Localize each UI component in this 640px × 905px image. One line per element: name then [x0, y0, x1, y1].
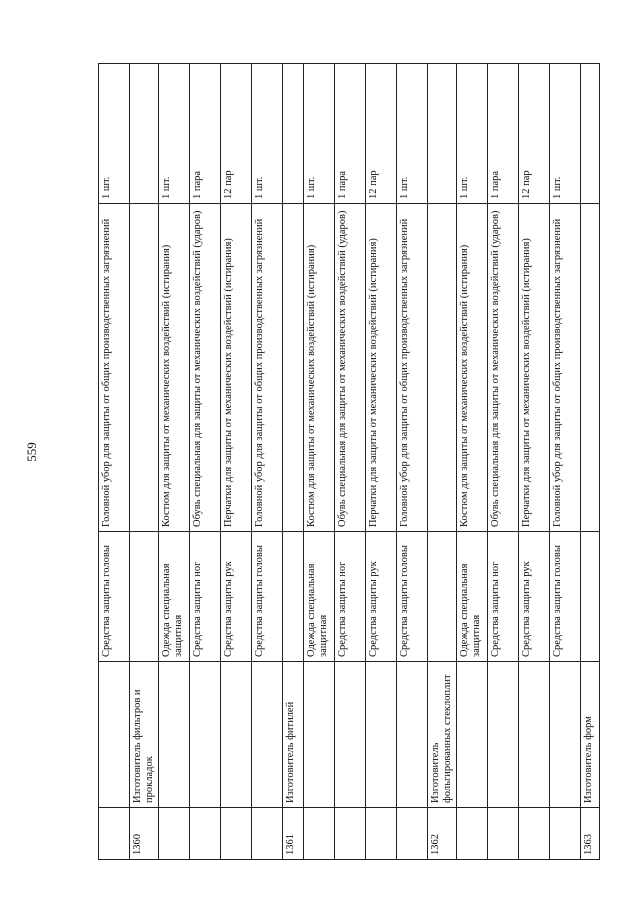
- quantity-cell: 1 пара: [335, 64, 366, 204]
- ppe-category-cell: Средства защиты ног: [488, 532, 519, 662]
- row-number-cell: [221, 808, 252, 860]
- row-number-cell: [252, 808, 283, 860]
- quantity-cell: 1 шт.: [304, 64, 335, 204]
- profession-cell: [221, 662, 252, 808]
- ppe-category-cell: Средства защиты головы: [397, 532, 428, 662]
- row-number-cell: 1363: [581, 808, 600, 860]
- ppe-category-cell: [581, 532, 600, 662]
- row-number-cell: 1360: [130, 808, 159, 860]
- profession-cell: [335, 662, 366, 808]
- ppe-category-cell: Средства защиты головы: [252, 532, 283, 662]
- table-row: [457, 64, 488, 860]
- ppe-category-cell: Средства защиты головы: [99, 532, 130, 662]
- row-number-cell: [304, 808, 335, 860]
- table-row: [252, 64, 283, 860]
- ppe-item-cell: Костюм для защиты от механических воздействий (истирания): [457, 204, 488, 532]
- profession-cell: Изготовитель фильтров и прокладок: [130, 662, 159, 808]
- row-number-cell: [488, 808, 519, 860]
- table-row: [190, 64, 221, 860]
- ppe-norms-table: [98, 63, 600, 860]
- quantity-cell: 1 шт.: [457, 64, 488, 204]
- quantity-cell: 1 шт.: [159, 64, 190, 204]
- profession-cell: Изготовитель фитилей: [283, 662, 304, 808]
- ppe-item-cell: [428, 204, 457, 532]
- ppe-category-cell: Средства защиты рук: [519, 532, 550, 662]
- table-row: [221, 64, 252, 860]
- ppe-category-cell: [428, 532, 457, 662]
- ppe-item-cell: Обувь специальная для защиты от механических воздействий (ударов): [190, 204, 221, 532]
- table-row: [130, 64, 159, 860]
- ppe-item-cell: [283, 204, 304, 532]
- ppe-item-cell: Перчатки для защиты от механических воздействий (истирания): [519, 204, 550, 532]
- table-row: [488, 64, 519, 860]
- ppe-item-cell: Обувь специальная для защиты от механических воздействий (ударов): [488, 204, 519, 532]
- ppe-item-cell: Головной убор для защиты от общих производственных загрязнений: [397, 204, 428, 532]
- ppe-item-cell: Головной убор для защиты от общих производственных загрязнений: [550, 204, 581, 532]
- quantity-cell: 12 пар: [519, 64, 550, 204]
- profession-cell: [252, 662, 283, 808]
- profession-cell: [99, 662, 130, 808]
- quantity-cell: [130, 64, 159, 204]
- row-number-cell: [190, 808, 221, 860]
- profession-cell: Изготовитель форм: [581, 662, 600, 808]
- ppe-category-cell: Одежда специальная защитная: [457, 532, 488, 662]
- row-number-cell: 1361: [283, 808, 304, 860]
- row-number-cell: [457, 808, 488, 860]
- table-row: [335, 64, 366, 860]
- table-row: [304, 64, 335, 860]
- ppe-category-cell: Средства защиты ног: [190, 532, 221, 662]
- ppe-category-cell: [130, 532, 159, 662]
- quantity-cell: 1 шт.: [397, 64, 428, 204]
- profession-cell: [488, 662, 519, 808]
- ppe-category-cell: Одежда специальная защитная: [304, 532, 335, 662]
- quantity-cell: 12 пар: [366, 64, 397, 204]
- ppe-item-cell: Костюм для защиты от механических воздействий (истирания): [304, 204, 335, 532]
- profession-cell: [159, 662, 190, 808]
- ppe-item-cell: [130, 204, 159, 532]
- rotated-table-container: [98, 64, 595, 860]
- table-row: [159, 64, 190, 860]
- ppe-category-cell: Средства защиты ног: [335, 532, 366, 662]
- row-number-cell: [159, 808, 190, 860]
- ppe-item-cell: Перчатки для защиты от механических воздействий (истирания): [221, 204, 252, 532]
- table-row: [283, 64, 304, 860]
- ppe-category-cell: Средства защиты рук: [221, 532, 252, 662]
- profession-cell: Изготовитель фольгированных стеклоплит: [428, 662, 457, 808]
- profession-cell: [397, 662, 428, 808]
- row-number-cell: [366, 808, 397, 860]
- ppe-item-cell: Головной убор для защиты от общих производственных загрязнений: [99, 204, 130, 532]
- ppe-item-cell: Перчатки для защиты от механических воздействий (истирания): [366, 204, 397, 532]
- quantity-cell: [283, 64, 304, 204]
- table-row: [99, 64, 130, 860]
- ppe-category-cell: Одежда специальная защитная: [159, 532, 190, 662]
- table-row: [581, 64, 600, 860]
- profession-cell: [304, 662, 335, 808]
- quantity-cell: 1 шт.: [252, 64, 283, 204]
- profession-cell: [190, 662, 221, 808]
- table-body: [99, 64, 600, 860]
- row-number-cell: [397, 808, 428, 860]
- ppe-item-cell: Обувь специальная для защиты от механических воздействий (ударов): [335, 204, 366, 532]
- ppe-item-cell: Костюм для защиты от механических воздействий (истирания): [159, 204, 190, 532]
- row-number-cell: [99, 808, 130, 860]
- quantity-cell: 12 пар: [221, 64, 252, 204]
- page-number: 559: [24, 442, 39, 462]
- row-number-cell: [335, 808, 366, 860]
- row-number-cell: 1362: [428, 808, 457, 860]
- quantity-cell: [581, 64, 600, 204]
- ppe-item-cell: [581, 204, 600, 532]
- profession-cell: [366, 662, 397, 808]
- table-row: [519, 64, 550, 860]
- profession-cell: [457, 662, 488, 808]
- quantity-cell: 1 шт.: [99, 64, 130, 204]
- quantity-cell: 1 пара: [488, 64, 519, 204]
- table-row: [550, 64, 581, 860]
- profession-cell: [519, 662, 550, 808]
- profession-cell: [550, 662, 581, 808]
- table-row: [366, 64, 397, 860]
- quantity-cell: 1 пара: [190, 64, 221, 204]
- quantity-cell: [428, 64, 457, 204]
- row-number-cell: [550, 808, 581, 860]
- ppe-category-cell: Средства защиты головы: [550, 532, 581, 662]
- ppe-category-cell: Средства защиты рук: [366, 532, 397, 662]
- row-number-cell: [519, 808, 550, 860]
- table-row: [397, 64, 428, 860]
- quantity-cell: 1 шт.: [550, 64, 581, 204]
- ppe-item-cell: Головной убор для защиты от общих производственных загрязнений: [252, 204, 283, 532]
- ppe-category-cell: [283, 532, 304, 662]
- table-row: [428, 64, 457, 860]
